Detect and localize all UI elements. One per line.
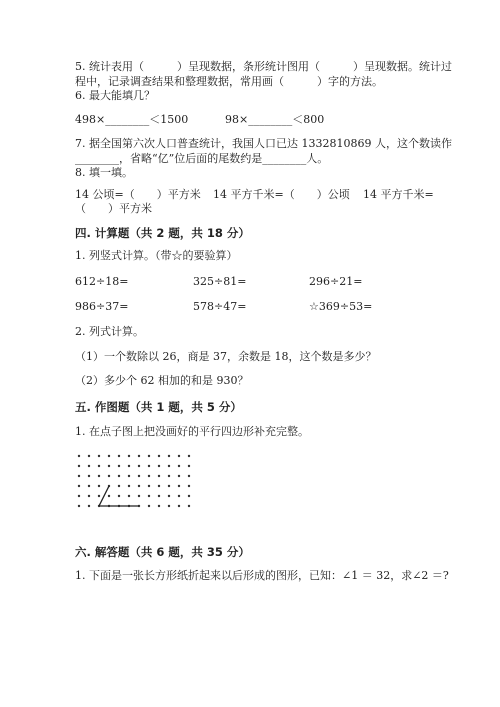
q5-line1: 5. 统计表用（ ）呈现数据，条形统计图用（ ）呈现数据。统计过	[75, 60, 452, 73]
grid-dot	[128, 465, 130, 467]
grid-dot	[118, 485, 120, 487]
parallelogram-left-side	[99, 486, 109, 506]
q8-item-b: 14 平方千米=（ ）公顷	[213, 188, 350, 201]
grid-dot	[108, 495, 110, 497]
calc-item: 578÷47=	[193, 300, 247, 313]
section-6-header: 六. 解答题（共 6 题，共 35 分）	[75, 545, 250, 559]
grid-dot	[188, 495, 190, 497]
grid-dot	[178, 505, 180, 507]
grid-dot	[148, 455, 150, 457]
grid-dot	[158, 485, 160, 487]
grid-dot	[158, 465, 160, 467]
q8-item-c: 14 平方千米=	[363, 188, 434, 201]
dot-grid-dots	[78, 455, 190, 507]
grid-dot	[178, 455, 180, 457]
grid-dot	[148, 495, 150, 497]
grid-dot	[148, 475, 150, 477]
grid-dot	[118, 465, 120, 467]
grid-dot	[128, 495, 130, 497]
grid-dot	[88, 475, 90, 477]
q8-item-c-cont: （ ）平方米	[75, 202, 152, 215]
q7-line2: ________，省略“亿”位后面的尾数约是________人。	[75, 152, 329, 165]
calc-item: ☆369÷53=	[309, 300, 373, 313]
q7-line1: 7. 据全国第六次人口普查统计，我国人口已达 1332810869 人，这个数读作	[75, 137, 452, 150]
grid-dot	[148, 485, 150, 487]
q8-title: 8. 填一填。	[75, 166, 133, 179]
grid-dot	[168, 505, 170, 507]
grid-dot	[188, 505, 190, 507]
grid-dot	[158, 455, 160, 457]
grid-dot	[158, 475, 160, 477]
grid-dot	[118, 455, 120, 457]
grid-dot	[128, 485, 130, 487]
grid-dot	[78, 485, 80, 487]
grid-dot	[188, 465, 190, 467]
grid-dot	[118, 475, 120, 477]
grid-dot	[178, 465, 180, 467]
grid-dot	[108, 475, 110, 477]
grid-dot	[188, 485, 190, 487]
grid-dot	[88, 505, 90, 507]
grid-dot	[188, 475, 190, 477]
grid-dot	[138, 455, 140, 457]
grid-dot	[78, 495, 80, 497]
section-5-header: 五. 作图题（共 1 题，共 5 分）	[75, 400, 242, 414]
grid-dot	[138, 485, 140, 487]
grid-dot	[168, 475, 170, 477]
grid-dot	[168, 495, 170, 497]
q8-item-a: 14 公顷=（ ）平方米	[75, 188, 201, 201]
sec4-q2: 2. 列式计算。	[75, 325, 144, 338]
q6-title: 6. 最大能填几？	[75, 89, 155, 102]
grid-dot	[88, 485, 90, 487]
grid-dot	[108, 455, 110, 457]
grid-dot	[188, 455, 190, 457]
grid-dot	[158, 505, 160, 507]
grid-dot	[168, 465, 170, 467]
grid-dot	[118, 495, 120, 497]
sec5-q1: 1. 在点子图上把没画好的平行四边形补充完整。	[75, 425, 309, 438]
sec6-q1: 1. 下面是一张长方形纸折起来以后形成的图形，已知：∠1 ＝ 32，求∠2 ＝?	[75, 569, 449, 582]
grid-dot	[138, 465, 140, 467]
grid-dot	[128, 475, 130, 477]
sec4-q2b: （2）多少个 62 相加的和是 930？	[75, 374, 249, 387]
grid-dot	[168, 455, 170, 457]
grid-dot	[178, 485, 180, 487]
grid-dot	[98, 455, 100, 457]
calc-item: 325÷81=	[193, 275, 247, 288]
grid-dot	[78, 475, 80, 477]
grid-dot	[88, 455, 90, 457]
calc-item: 986÷37=	[75, 300, 129, 313]
grid-dot	[158, 495, 160, 497]
grid-dot	[168, 485, 170, 487]
calc-item: 612÷18=	[75, 275, 129, 288]
grid-dot	[108, 465, 110, 467]
sec4-q2a: （1）一个数除以 26，商是 37，余数是 18，这个数是多少？	[75, 350, 377, 363]
grid-dot	[178, 475, 180, 477]
grid-dot	[98, 495, 100, 497]
grid-dot	[138, 495, 140, 497]
grid-dot	[78, 505, 80, 507]
grid-dot	[138, 475, 140, 477]
grid-dot	[178, 495, 180, 497]
section-4-header: 四. 计算题（共 2 题，共 18 分）	[75, 226, 250, 240]
grid-dot	[148, 505, 150, 507]
calc-item: 296÷21=	[309, 275, 363, 288]
sec4-q1: 1. 列竖式计算。（带☆的要验算）	[75, 249, 238, 262]
q5-line2: 程中，记录调查结果和整理数据，常用画（ ）字的方法。	[75, 75, 383, 88]
q6-item-a: 498×________＜1500	[75, 113, 189, 126]
grid-dot	[78, 455, 80, 457]
grid-dot	[78, 465, 80, 467]
grid-dot	[98, 465, 100, 467]
grid-dot	[148, 465, 150, 467]
grid-dot	[98, 485, 100, 487]
grid-dot	[88, 465, 90, 467]
dot-grid-figure	[68, 448, 198, 518]
q6-item-b: 98×________＜800	[225, 113, 325, 126]
grid-dot	[128, 455, 130, 457]
grid-dot	[88, 495, 90, 497]
grid-dot	[98, 475, 100, 477]
